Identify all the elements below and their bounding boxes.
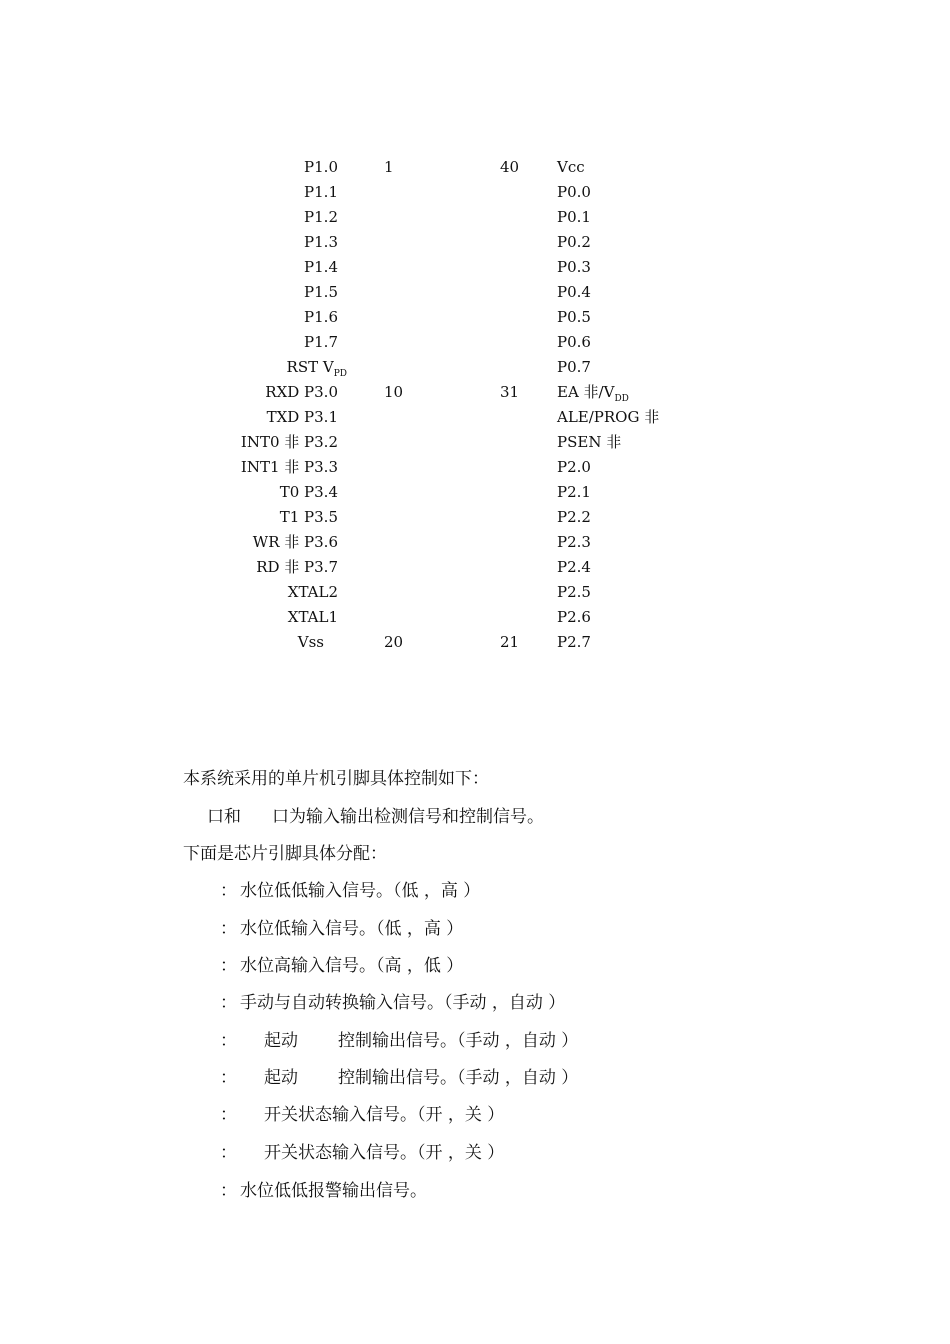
pin-left-label: P1.5 xyxy=(304,283,338,301)
item-text: 水位低低输入信号。（低 ，高 ） xyxy=(240,881,481,901)
pin-left-label: P1.4 xyxy=(304,258,338,276)
pin-row xyxy=(0,305,950,330)
pin-row xyxy=(0,480,950,505)
pin-row xyxy=(0,405,950,430)
item-text: 开关状态输入信号。（开 ，关 ） xyxy=(264,1105,505,1125)
pin-left-subscript: PD xyxy=(333,369,347,379)
pin-row xyxy=(0,230,950,255)
item-text-control: 控制输出信号。（手动 ，自动 ） xyxy=(338,1068,579,1088)
item-colon: ： xyxy=(220,1031,237,1051)
pin-row xyxy=(0,280,950,305)
pin-row xyxy=(0,505,950,530)
pin-left-label: P1.6 xyxy=(304,308,338,326)
pin-row xyxy=(0,255,950,280)
pin-row xyxy=(0,430,950,455)
pin-left-label: RXD P3.0 xyxy=(265,383,338,401)
pin-right-label: Vcc xyxy=(557,158,585,176)
pin-right-main: EA 非/V xyxy=(557,383,615,401)
pin-left-label: TXD P3.1 xyxy=(266,408,338,426)
pin-assignment-item xyxy=(220,1065,578,1091)
pin-right-label: P2.4 xyxy=(557,558,591,576)
pin-left-label: RD 非 P3.7 xyxy=(256,558,338,576)
pin-assignment-item xyxy=(220,1178,427,1204)
item-text-control: 控制输出信号。（手动 ，自动 ） xyxy=(338,1031,579,1051)
pin-right-number: 21 xyxy=(500,633,520,651)
pin-right-label: P0.1 xyxy=(557,208,591,226)
pin-right-label: P0.0 xyxy=(557,183,591,201)
item-text: 水位低输入信号。（低 ，高 ） xyxy=(240,919,464,939)
pin-right-label: P2.7 xyxy=(557,633,591,651)
pin-right-label: P0.7 xyxy=(557,358,591,376)
pin-right-label: P2.6 xyxy=(557,608,591,626)
port-line xyxy=(207,804,544,830)
pin-assignment-item xyxy=(220,916,463,942)
pin-right-label: P0.3 xyxy=(557,258,591,276)
pin-row xyxy=(0,205,950,230)
pin-right-label: P0.5 xyxy=(557,308,591,326)
pin-left-number: 10 xyxy=(384,383,404,401)
intro-text: 本系统采用的单片机引脚具体控制如下： xyxy=(183,769,489,789)
item-text-start: 起动 xyxy=(264,1031,298,1051)
item-colon: ： xyxy=(220,1105,237,1125)
pin-table xyxy=(0,155,950,655)
allocation-heading: 下面是芯片引脚具体分配： xyxy=(183,844,387,864)
item-text: 开关状态输入信号。（开 ，关 ） xyxy=(264,1143,505,1163)
pin-left-label: XTAL1 xyxy=(287,608,338,626)
item-colon: ： xyxy=(220,993,237,1013)
pin-left-label: P1.1 xyxy=(304,183,338,201)
pin-right-label: P2.2 xyxy=(557,508,591,526)
pin-right-label: P2.3 xyxy=(557,533,591,551)
pin-left-label: T0 P3.4 xyxy=(279,483,338,501)
pin-right-number: 31 xyxy=(500,383,520,401)
pin-right-label: PSEN 非 xyxy=(557,433,622,451)
pin-row xyxy=(0,380,950,405)
pin-row xyxy=(0,530,950,555)
pin-assignment-item xyxy=(220,878,480,904)
pin-row xyxy=(0,630,950,655)
pin-assignment-item xyxy=(220,990,565,1016)
pin-left-label: WR 非 P3.6 xyxy=(252,533,338,551)
item-colon: ： xyxy=(220,919,237,939)
pin-assignment-item xyxy=(220,1140,504,1166)
item-colon: ： xyxy=(220,956,237,976)
pin-row xyxy=(0,580,950,605)
pin-assignment-item xyxy=(220,1102,504,1128)
pin-right-label: P0.4 xyxy=(557,283,591,301)
item-colon: ： xyxy=(220,881,237,901)
pin-right-label: ALE/PROG 非 xyxy=(557,408,660,426)
port-line-part-b: 口为输入输出检测信号和控制信号。 xyxy=(272,807,544,827)
pin-row xyxy=(0,155,950,180)
pin-left-label: T1 P3.5 xyxy=(279,508,338,526)
pin-left-label: P1.0 xyxy=(304,158,338,176)
pin-row xyxy=(0,330,950,355)
item-colon: ： xyxy=(220,1143,237,1163)
item-text: 手动与自动转换输入信号。（手动 ，自动 ） xyxy=(240,993,566,1013)
item-text: 水位高输入信号。（高 ，低 ） xyxy=(240,956,464,976)
pin-left-label: XTAL2 xyxy=(287,583,338,601)
pin-row xyxy=(0,180,950,205)
pin-right-number: 40 xyxy=(500,158,520,176)
pin-row xyxy=(0,555,950,580)
pin-right-subscript: DD xyxy=(614,394,629,404)
pin-left-label: Vss xyxy=(297,633,324,651)
pin-row xyxy=(0,605,950,630)
pin-right-label: P0.2 xyxy=(557,233,591,251)
item-colon: ： xyxy=(220,1068,237,1088)
item-text-start: 起动 xyxy=(264,1068,298,1088)
pin-row xyxy=(0,455,950,480)
pin-left-label: INT1 非 P3.3 xyxy=(240,458,338,476)
pin-right-label: P2.0 xyxy=(557,458,591,476)
port-line-part-a: 口和 xyxy=(207,807,241,827)
pin-left-number: 1 xyxy=(384,158,394,176)
pin-right-label: P2.5 xyxy=(557,583,591,601)
pin-left-label: P1.7 xyxy=(304,333,338,351)
pin-left-label: INT0 非 P3.2 xyxy=(240,433,338,451)
item-colon: ： xyxy=(220,1181,237,1201)
item-text: 水位低低报警输出信号。 xyxy=(240,1181,427,1201)
pin-left-label: P1.2 xyxy=(304,208,338,226)
pin-left-number: 20 xyxy=(384,633,404,651)
pin-row xyxy=(0,355,950,380)
pin-right-label: P2.1 xyxy=(557,483,591,501)
pin-assignment-item xyxy=(220,1028,578,1054)
pin-assignment-item xyxy=(220,953,463,979)
pin-right-label: P0.6 xyxy=(557,333,591,351)
pin-left-main: RST V xyxy=(286,358,334,376)
pin-left-label: P1.3 xyxy=(304,233,338,251)
